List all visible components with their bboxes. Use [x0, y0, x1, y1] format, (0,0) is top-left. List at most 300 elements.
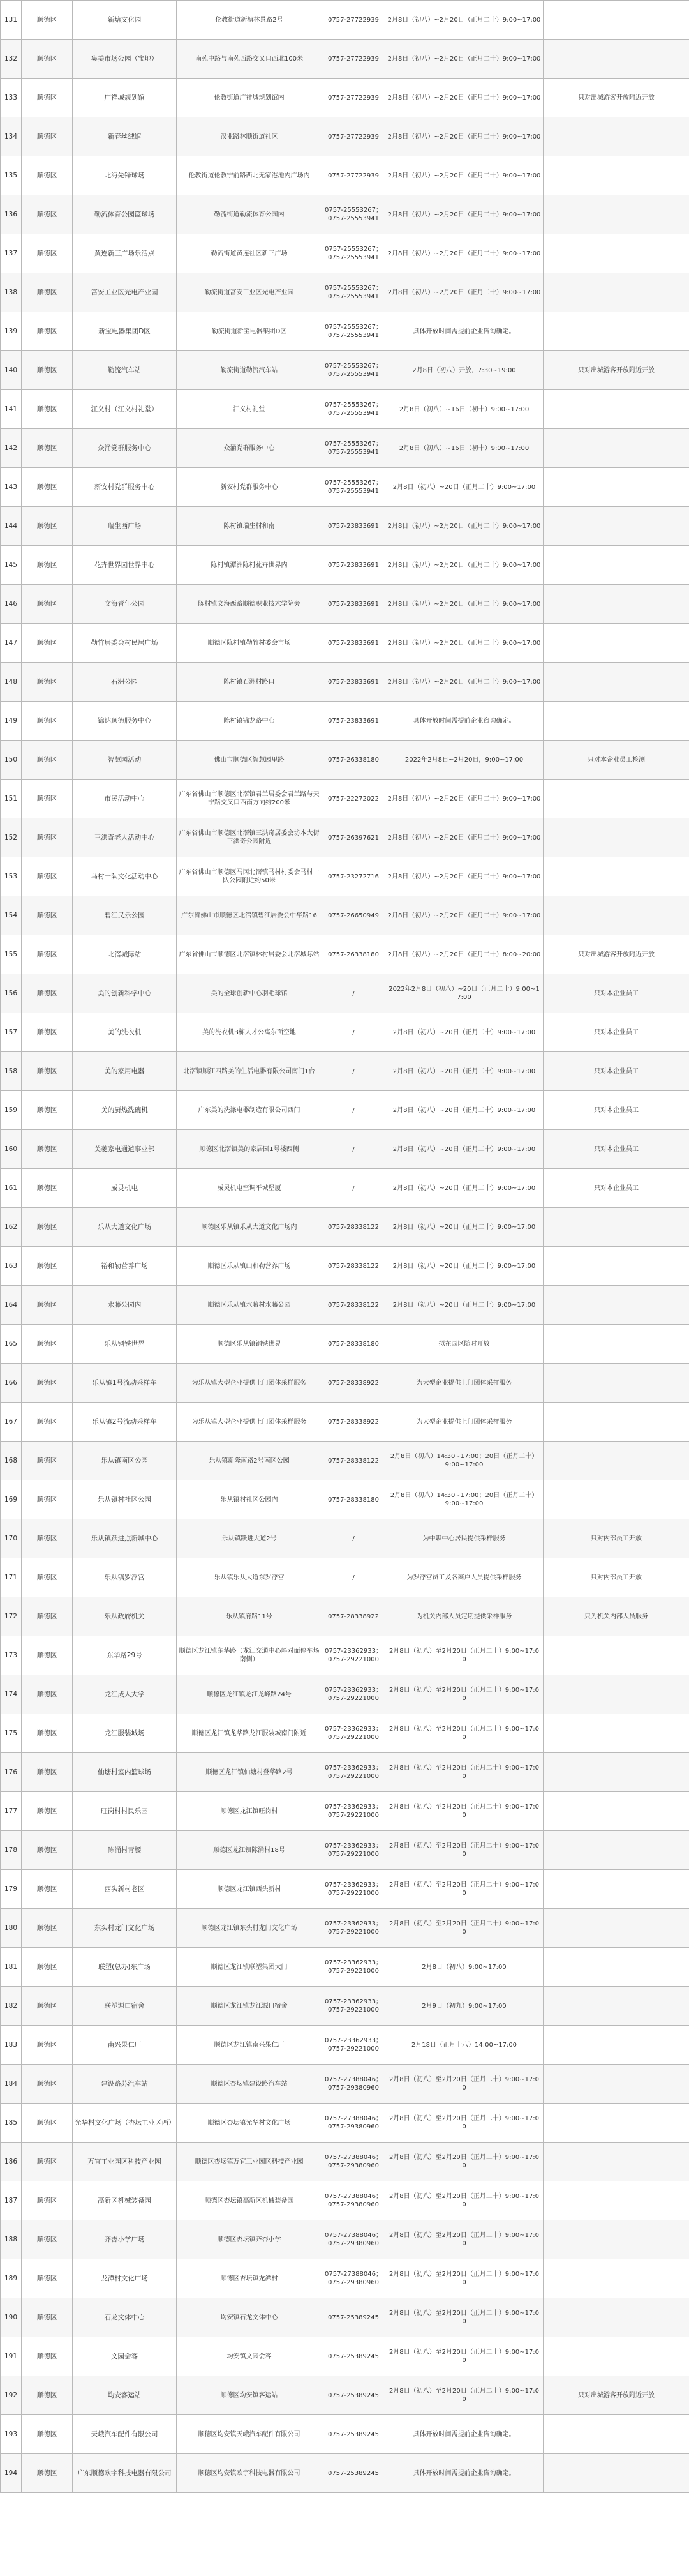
cell-district: 顺德区	[22, 702, 73, 741]
cell-number: 183	[1, 2026, 22, 2065]
cell-district: 顺德区	[22, 351, 73, 390]
cell-note	[544, 1792, 689, 1831]
cell-number: 190	[1, 2298, 22, 2337]
cell-address: 顺德区北滘镇美的家居园1号楼西侧	[177, 1130, 322, 1169]
table-row	[1, 1597, 689, 1636]
table-row	[1, 1519, 689, 1558]
cell-number: 174	[1, 1675, 22, 1714]
cell-number: 180	[1, 1909, 22, 1948]
cell-address: 勒流街道新宝电器集团D区	[177, 312, 322, 351]
cell-number: 150	[1, 741, 22, 780]
cell-district: 顺德区	[22, 2026, 73, 2065]
cell-phone: 0757-27722939	[322, 40, 385, 79]
cell-phone: 0757-27722939	[322, 1, 385, 40]
cell-open-time: 2月8日（初八）~16日（初十）9:00~17:00	[385, 390, 544, 429]
cell-phone: 0757-28338180	[322, 1325, 385, 1364]
cell-note	[544, 2181, 689, 2220]
cell-number: 194	[1, 2454, 22, 2493]
cell-number: 165	[1, 1325, 22, 1364]
table-row	[1, 1636, 689, 1675]
cell-open-time: 2月8日（初八）至2月20日（正月二十）9:00~17:00	[385, 1831, 544, 1870]
table-row	[1, 1948, 689, 1987]
cell-note	[544, 2065, 689, 2104]
cell-phone: 0757-27388046；0757-29380960	[322, 2143, 385, 2181]
cell-note	[544, 663, 689, 702]
cell-site-name: 美的家用电器	[73, 1052, 177, 1091]
table-row	[1, 1480, 689, 1519]
cell-district: 顺德区	[22, 1792, 73, 1831]
cell-note	[544, 2415, 689, 2454]
cell-district: 顺德区	[22, 1364, 73, 1403]
cell-site-name: 乐从镇南区公园	[73, 1442, 177, 1480]
cell-phone: 0757-23362933；0757-29221000	[322, 1792, 385, 1831]
cell-address: 新安村党群服务中心	[177, 468, 322, 507]
table-row	[1, 2220, 689, 2259]
cell-note	[544, 2026, 689, 2065]
table-row	[1, 2337, 689, 2376]
table-row	[1, 273, 689, 312]
cell-number: 152	[1, 818, 22, 857]
table-row	[1, 468, 689, 507]
cell-site-name: 北海先锋球场	[73, 156, 177, 195]
cell-phone: /	[322, 1519, 385, 1558]
table-row	[1, 429, 689, 468]
cell-address: 顺德区龙江镇联塑集团大门	[177, 1948, 322, 1987]
cell-address: 广东省佛山市顺德区北滘镇三洪奇居委会坊本大街三洪奇公园附近	[177, 818, 322, 857]
cell-note	[544, 312, 689, 351]
table-row	[1, 1364, 689, 1403]
cell-number: 169	[1, 1480, 22, 1519]
cell-address: 汉业路林顺街道社区	[177, 117, 322, 156]
cell-district: 顺德区	[22, 2143, 73, 2181]
table-row	[1, 1169, 689, 1208]
cell-open-time: 2月8日（初八）至2月20日（正月二十）9:00~17:00	[385, 1792, 544, 1831]
cell-district: 顺德区	[22, 546, 73, 585]
table-row	[1, 1286, 689, 1325]
cell-site-name: 瑞生西广场	[73, 507, 177, 546]
cell-number: 143	[1, 468, 22, 507]
table-row	[1, 818, 689, 857]
cell-address: 勒流街道黄连社区新三广场	[177, 234, 322, 273]
cell-note	[544, 1325, 689, 1364]
cell-district: 顺德区	[22, 857, 73, 896]
cell-note: 只对出城游客开放附近开放	[544, 2376, 689, 2415]
cell-open-time: 2月8日（初八）~20日（正月二十）9:00~17:00	[385, 1286, 544, 1325]
cell-address: 美的全球创新中心羽毛球馆	[177, 974, 322, 1013]
cell-district: 顺德区	[22, 1636, 73, 1675]
cell-open-time: 2月8日（初八）~20日（正月二十）9:00~17:00	[385, 1130, 544, 1169]
cell-phone: 0757-25553267；0757-25553941	[322, 195, 385, 234]
cell-note	[544, 546, 689, 585]
cell-number: 146	[1, 585, 22, 624]
cell-address: 广东省佛山市顺德区马冈北滘镇马村村委会马村一队公园附近约50米	[177, 857, 322, 896]
cell-district: 顺德区	[22, 1558, 73, 1597]
cell-phone: 0757-28338122	[322, 1247, 385, 1286]
cell-open-time: 2月8日（初八）至2月20日（正月二十）9:00~17:00	[385, 2337, 544, 2376]
cell-note	[544, 1247, 689, 1286]
cell-site-name: 勒流体育公园篮球场	[73, 195, 177, 234]
cell-note: 只对内部员工开放	[544, 1558, 689, 1597]
cell-number: 175	[1, 1714, 22, 1753]
cell-number: 140	[1, 351, 22, 390]
cell-note	[544, 857, 689, 896]
cell-address: 顺德区龙江镇仙塘村登华路2号	[177, 1753, 322, 1792]
cell-number: 160	[1, 1130, 22, 1169]
table-row	[1, 1753, 689, 1792]
cell-site-name: 乐从钢铁世界	[73, 1325, 177, 1364]
cell-site-name: 陈涌村青腰	[73, 1831, 177, 1870]
cell-open-time: 为大型企业提供上门团体采样服务	[385, 1403, 544, 1442]
cell-district: 顺德区	[22, 780, 73, 818]
cell-phone: 0757-23833691	[322, 702, 385, 741]
cell-open-time: 2月8日（初八）~2月20日（正月二十）9:00~17:00	[385, 156, 544, 195]
cell-district: 顺德区	[22, 585, 73, 624]
cell-number: 136	[1, 195, 22, 234]
cell-district: 顺德区	[22, 1480, 73, 1519]
cell-open-time: 2月8日（初八）至2月20日（正月二十）9:00~17:00	[385, 2259, 544, 2298]
cell-phone: 0757-22272022	[322, 780, 385, 818]
cell-district: 顺德区	[22, 935, 73, 974]
cell-phone: 0757-27388046；0757-29380960	[322, 2181, 385, 2220]
cell-phone: 0757-23362933；0757-29221000	[322, 1831, 385, 1870]
cell-address: 陈村镇文海西路顺德职业技术学院旁	[177, 585, 322, 624]
cell-open-time: 2月8日（初八）至2月20日（正月二十）9:00~17:00	[385, 1909, 544, 1948]
table-row	[1, 1909, 689, 1948]
cell-site-name: 美的创新科学中心	[73, 974, 177, 1013]
cell-district: 顺德区	[22, 741, 73, 780]
table-row	[1, 1325, 689, 1364]
table-row	[1, 1, 689, 40]
cell-open-time: 为大型企业提供上门团体采样服务	[385, 1364, 544, 1403]
cell-open-time: 2月8日（初八）开放，7:30~19:00	[385, 351, 544, 390]
cell-phone: 0757-28338122	[322, 1442, 385, 1480]
cell-site-name: 石洲公园	[73, 663, 177, 702]
table-row	[1, 1052, 689, 1091]
cell-site-name: 众涌党群服务中心	[73, 429, 177, 468]
cell-address: 众涌党群服务中心	[177, 429, 322, 468]
table-row	[1, 2026, 689, 2065]
cell-note	[544, 2220, 689, 2259]
cell-number: 163	[1, 1247, 22, 1286]
table-row	[1, 1714, 689, 1753]
cell-district: 顺德区	[22, 896, 73, 935]
cell-site-name: 勒流汽车站	[73, 351, 177, 390]
cell-phone: 0757-23362933；0757-29221000	[322, 1714, 385, 1753]
cell-address: 顺德区龙江镇西头新村	[177, 1870, 322, 1909]
cell-open-time: 具体开放时间需提前企业咨询确定。	[385, 312, 544, 351]
cell-site-name: 黄连新三广场乐活点	[73, 234, 177, 273]
cell-district: 顺德区	[22, 1403, 73, 1442]
cell-number: 156	[1, 974, 22, 1013]
cell-number: 172	[1, 1597, 22, 1636]
table-row	[1, 2454, 689, 2493]
cell-number: 147	[1, 624, 22, 663]
cell-district: 顺德区	[22, 1091, 73, 1130]
cell-site-name: 西头新村老区	[73, 1870, 177, 1909]
cell-district: 顺德区	[22, 390, 73, 429]
cell-phone: 0757-25553267；0757-25553941	[322, 312, 385, 351]
cell-site-name: 石龙文体中心	[73, 2298, 177, 2337]
cell-site-name: 裕和勒营养广场	[73, 1247, 177, 1286]
cell-address: 顺德区龙江镇东华路（龙江交通中心斜对面停车场南侧）	[177, 1636, 322, 1675]
cell-site-name: 北滘城际站	[73, 935, 177, 974]
cell-number: 182	[1, 1987, 22, 2026]
cell-site-name: 龙江服装城场	[73, 1714, 177, 1753]
cell-note: 只对本企业员工	[544, 1169, 689, 1208]
table-row	[1, 546, 689, 585]
cell-open-time: 2月8日（初八）~20日（正月二十）9:00~17:00	[385, 1013, 544, 1052]
cell-note: 只对出城游客开放附近开放	[544, 351, 689, 390]
cell-site-name: 新塘文化园	[73, 1, 177, 40]
cell-site-name: 文海青年公园	[73, 585, 177, 624]
cell-phone: 0757-25389245	[322, 2298, 385, 2337]
cell-number: 135	[1, 156, 22, 195]
cell-district: 顺德区	[22, 974, 73, 1013]
cell-note	[544, 780, 689, 818]
cell-phone: 0757-25553267；0757-25553941	[322, 234, 385, 273]
table-row	[1, 40, 689, 79]
cell-phone: 0757-23362933；0757-29221000	[322, 1753, 385, 1792]
cell-number: 132	[1, 40, 22, 79]
cell-site-name: 智慧园活动	[73, 741, 177, 780]
cell-district: 顺德区	[22, 195, 73, 234]
table-row	[1, 974, 689, 1013]
cell-district: 顺德区	[22, 1247, 73, 1286]
cell-address: 顺德区杏坛镇龙潭村	[177, 2259, 322, 2298]
cell-phone: 0757-23362933；0757-29221000	[322, 1948, 385, 1987]
cell-site-name: 水藤公园内	[73, 1286, 177, 1325]
table-row	[1, 1403, 689, 1442]
cell-number: 191	[1, 2337, 22, 2376]
cell-number: 186	[1, 2143, 22, 2181]
table-row	[1, 1208, 689, 1247]
cell-phone: 0757-25553267；0757-25553941	[322, 351, 385, 390]
cell-district: 顺德区	[22, 1052, 73, 1091]
cell-note	[544, 429, 689, 468]
cell-district: 顺德区	[22, 1597, 73, 1636]
cell-number: 134	[1, 117, 22, 156]
cell-district: 顺德区	[22, 156, 73, 195]
cell-note	[544, 896, 689, 935]
cell-note	[544, 117, 689, 156]
cell-number: 158	[1, 1052, 22, 1091]
cell-note	[544, 1442, 689, 1480]
cell-phone: 0757-25389245	[322, 2337, 385, 2376]
cell-number: 192	[1, 2376, 22, 2415]
table-row	[1, 857, 689, 896]
cell-open-time: 2月8日（初八）~2月20日（正月二十）9:00~17:00	[385, 117, 544, 156]
table-row	[1, 117, 689, 156]
cell-site-name: 东头村龙门文化广场	[73, 1909, 177, 1948]
cell-number: 137	[1, 234, 22, 273]
cell-number: 173	[1, 1636, 22, 1675]
cell-district: 顺德区	[22, 468, 73, 507]
table-row	[1, 741, 689, 780]
cell-open-time: 2022年2月8日~2月20日，9:00~17:00	[385, 741, 544, 780]
cell-open-time: 具体开放时间需提前企业咨询确定。	[385, 2454, 544, 2493]
cell-address: 顺德区乐从镇乐从大道文化广场内	[177, 1208, 322, 1247]
cell-address: 顺德区杏坛镇建设路汽车站	[177, 2065, 322, 2104]
cell-address: 顺德区龙江镇龙华路龙江服装城南门附近	[177, 1714, 322, 1753]
cell-address: 顺德区杏坛镇齐杏小学	[177, 2220, 322, 2259]
cell-note	[544, 1987, 689, 2026]
table-row	[1, 1831, 689, 1870]
table-row	[1, 663, 689, 702]
cell-number: 159	[1, 1091, 22, 1130]
cell-phone: 0757-26338180	[322, 741, 385, 780]
cell-district: 顺德区	[22, 1714, 73, 1753]
cell-note	[544, 1403, 689, 1442]
cell-number: 145	[1, 546, 22, 585]
cell-open-time: 2月8日（初八）~2月20日（正月二十）9:00~17:00	[385, 663, 544, 702]
cell-open-time: 2月8日（初八）~20日（正月二十）9:00~17:00	[385, 1052, 544, 1091]
cell-site-name: 东华路29号	[73, 1636, 177, 1675]
cell-site-name: 三洪奇老人活动中心	[73, 818, 177, 857]
table-row	[1, 195, 689, 234]
cell-phone: 0757-27722939	[322, 156, 385, 195]
cell-open-time: 2月8日（初八）~20日（正月二十）9:00~17:00	[385, 1091, 544, 1130]
cell-open-time: 2月8日（初八）~16日（初十）9:00~17:00	[385, 429, 544, 468]
cell-open-time: 2月8日（初八）~2月20日（正月二十）9:00~17:00	[385, 507, 544, 546]
cell-phone: 0757-23362933；0757-29221000	[322, 1987, 385, 2026]
cell-open-time: 2月8日（初八）~2月20日（正月二十）9:00~17:00	[385, 1, 544, 40]
cell-number: 162	[1, 1208, 22, 1247]
cell-note: 只对本企业员工	[544, 1052, 689, 1091]
cell-number: 178	[1, 1831, 22, 1870]
cell-district: 顺德区	[22, 117, 73, 156]
cell-site-name: 新安村党群服务中心	[73, 468, 177, 507]
cell-open-time: 2月8日（初八）至2月20日（正月二十）9:00~17:00	[385, 2104, 544, 2143]
cell-note	[544, 2298, 689, 2337]
table-row	[1, 2143, 689, 2181]
cell-site-name: 富安工业区光电产业园	[73, 273, 177, 312]
cell-site-name: 万宜工业园区科技产业园	[73, 2143, 177, 2181]
cell-district: 顺德区	[22, 1870, 73, 1909]
cell-site-name: 乐从镇1号流动采样车	[73, 1364, 177, 1403]
cell-address: 勒流街道勒流汽车站	[177, 351, 322, 390]
cell-address: 顺德区龙江镇龙江龙峰路24号	[177, 1675, 322, 1714]
cell-open-time: 2月8日（初八）至2月20日（正月二十）9:00~17:00	[385, 2376, 544, 2415]
cell-note	[544, 818, 689, 857]
cell-open-time: 2月8日（初八）~2月20日（正月二十）9:00~17:00	[385, 585, 544, 624]
table-row	[1, 1870, 689, 1909]
cell-phone: 0757-25553267；0757-25553941	[322, 468, 385, 507]
cell-open-time: 2月8日（初八）至2月20日（正月二十）9:00~17:00	[385, 1753, 544, 1792]
cell-open-time: 2月8日（初八）~2月20日（正月二十）9:00~17:00	[385, 624, 544, 663]
cell-phone: 0757-23362933；0757-29221000	[322, 1870, 385, 1909]
table-row	[1, 2181, 689, 2220]
cell-district: 顺德区	[22, 2259, 73, 2298]
cell-phone: 0757-25389245	[322, 2376, 385, 2415]
cell-phone: /	[322, 1169, 385, 1208]
cell-open-time: 2月8日（初八）至2月20日（正月二十）9:00~17:00	[385, 2065, 544, 2104]
cell-district: 顺德区	[22, 1013, 73, 1052]
cell-address: 顺德区龙江镇南兴果仁厂	[177, 2026, 322, 2065]
cell-number: 171	[1, 1558, 22, 1597]
cell-site-name: 乐从镇2号流动采样车	[73, 1403, 177, 1442]
cell-number: 193	[1, 2415, 22, 2454]
cell-open-time: 2月8日（初八）至2月20日（正月二十）9:00~17:00	[385, 2181, 544, 2220]
cell-district: 顺德区	[22, 273, 73, 312]
cell-district: 顺德区	[22, 1442, 73, 1480]
cell-note	[544, 507, 689, 546]
cell-open-time: 为机关内部人员定期提供采样服务	[385, 1597, 544, 1636]
cell-note	[544, 156, 689, 195]
cell-phone: 0757-23833691	[322, 624, 385, 663]
cell-open-time: 2月9日（初九）9:00~17:00	[385, 1987, 544, 2026]
cell-note	[544, 1675, 689, 1714]
cell-phone: 0757-27388046；0757-29380960	[322, 2065, 385, 2104]
cell-site-name: 旺岗村村民乐园	[73, 1792, 177, 1831]
cell-address: 伦教街道伦教宁前路西北无家港池内广场内	[177, 156, 322, 195]
cell-phone: 0757-26338180	[322, 935, 385, 974]
cell-district: 顺德区	[22, 2181, 73, 2220]
cell-open-time: 2月8日（初八）~2月20日（正月二十）9:00~17:00	[385, 234, 544, 273]
cell-note: 只对本企业员工检测	[544, 741, 689, 780]
table-row	[1, 935, 689, 974]
cell-note	[544, 1, 689, 40]
cell-district: 顺德区	[22, 1753, 73, 1792]
cell-district: 顺德区	[22, 79, 73, 117]
cell-number: 144	[1, 507, 22, 546]
table-row	[1, 702, 689, 741]
cell-phone: 0757-26650949	[322, 896, 385, 935]
table-row	[1, 896, 689, 935]
cell-open-time: 2月8日（初八）~2月20日（正月二十）9:00~17:00	[385, 896, 544, 935]
table-row	[1, 1013, 689, 1052]
cell-site-name: 龙江成人大学	[73, 1675, 177, 1714]
cell-note	[544, 2454, 689, 2493]
cell-site-name: 广东顺德欧宇科技电器有限公司	[73, 2454, 177, 2493]
cell-number: 184	[1, 2065, 22, 2104]
cell-phone: 0757-28338922	[322, 1364, 385, 1403]
cell-number: 170	[1, 1519, 22, 1558]
table-row	[1, 1442, 689, 1480]
cell-address: 南苑中路与南苑西路交叉口西北100米	[177, 40, 322, 79]
cell-phone: 0757-28338180	[322, 1480, 385, 1519]
cell-district: 顺德区	[22, 2337, 73, 2376]
cell-phone: 0757-25553267；0757-25553941	[322, 273, 385, 312]
cell-note	[544, 1480, 689, 1519]
table-row	[1, 1792, 689, 1831]
cell-site-name: 美菱家电通道事业部	[73, 1130, 177, 1169]
cell-address: 陈村镇锦龙路中心	[177, 702, 322, 741]
cell-address: 广东省佛山市顺德区北滘镇碧江居委会中华路16	[177, 896, 322, 935]
cell-open-time: 具体开放时间需提前企业咨询确定。	[385, 2415, 544, 2454]
cell-phone: 0757-23362933；0757-29221000	[322, 1675, 385, 1714]
cell-address: 为乐从镇大型企业提供上门团体采样服务	[177, 1403, 322, 1442]
cell-address: 顺德区乐从镇钢铁世界	[177, 1325, 322, 1364]
cell-note	[544, 585, 689, 624]
cell-note	[544, 1831, 689, 1870]
cell-open-time: 2月8日（初八）~2月20日（正月二十）9:00~17:00	[385, 273, 544, 312]
cell-phone: 0757-23833691	[322, 546, 385, 585]
cell-open-time: 为中职中心居民提供采样服务	[385, 1519, 544, 1558]
cell-number: 166	[1, 1364, 22, 1403]
cell-site-name: 南兴果仁厂	[73, 2026, 177, 2065]
cell-address: 乐从镇跃进大道2号	[177, 1519, 322, 1558]
table-row	[1, 2376, 689, 2415]
cell-note: 只对本企业员工	[544, 1013, 689, 1052]
cell-number: 167	[1, 1403, 22, 1442]
cell-open-time: 2月8日（初八）至2月20日（正月二十）9:00~17:00	[385, 1636, 544, 1675]
cell-phone: 0757-27388046；0757-29380960	[322, 2104, 385, 2143]
table-row	[1, 2104, 689, 2143]
cell-number: 151	[1, 780, 22, 818]
cell-site-name: 龙潭村文化广场	[73, 2259, 177, 2298]
cell-phone: 0757-23362933；0757-29221000	[322, 2026, 385, 2065]
table-row	[1, 1247, 689, 1286]
